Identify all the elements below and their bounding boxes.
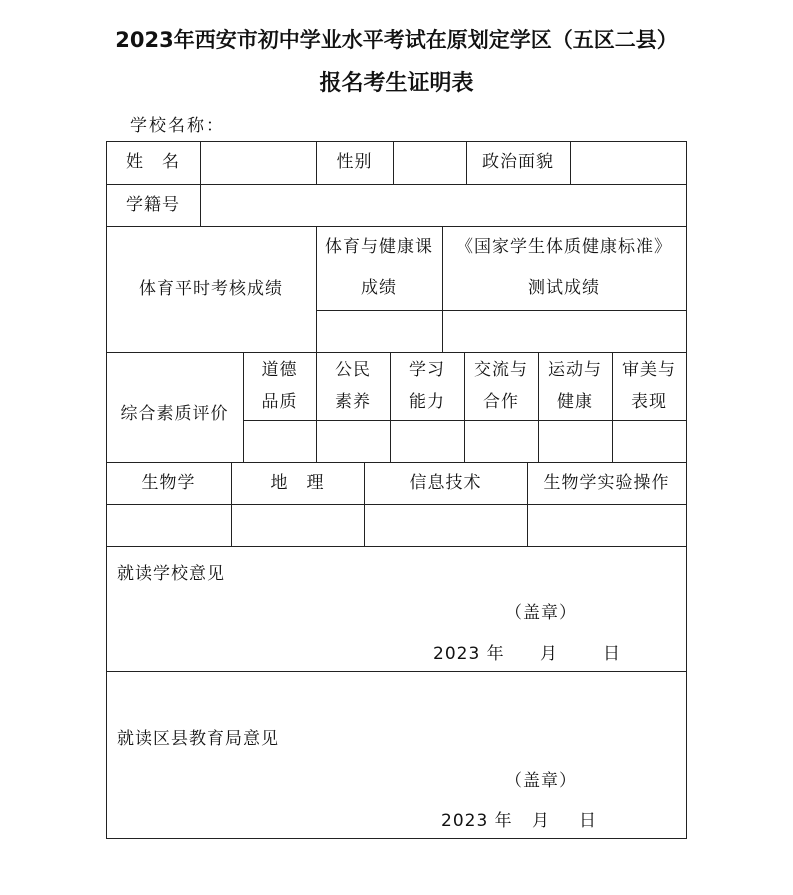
comprehensive-quality-label: 综合素质评价 [120,403,229,424]
national-standard-score-field[interactable] [443,311,685,352]
school-date-day: 日 [603,644,621,664]
district-date-day: 日 [579,811,597,831]
quality-item-label: 能力 [409,392,445,412]
quality-item-label: 道德 [261,359,298,380]
information-technology-label: 信息技术 [409,472,482,493]
student-id-label: 学籍号 [126,194,180,215]
pe-health-course-score-field[interactable] [317,311,441,352]
gender-label: 性别 [336,152,373,173]
pe-health-course-label-line1: 体育与健康课 [325,237,433,258]
quality-item-label: 交流与 [474,359,528,380]
form-title-line-1: 2023年西安市初中学业水平考试在原划定学区（五区二县） [115,28,678,52]
gender-field[interactable] [394,142,465,184]
quality-item-label: 运动与 [548,359,602,380]
school-opinion-label: 就读学校意见 [117,564,225,584]
quality-item-label: 合作 [483,392,519,412]
name-field[interactable] [201,142,315,184]
district-opinion-section[interactable] [107,672,686,838]
biology-lab-label: 生物学实验操作 [543,472,670,493]
pe-health-course-label-line2: 成绩 [361,278,397,298]
district-opinion-label: 就读区县教育局意见 [117,729,279,749]
form-title-line-2: 报名考生证明表 [319,71,474,96]
quality-score-field[interactable] [317,421,389,462]
biology-score-field[interactable] [107,505,230,546]
geography-score-field[interactable] [232,505,363,546]
quality-score-field[interactable] [391,421,463,462]
quality-item-aesthetics [612,352,686,420]
political-status-label: 政治面貌 [482,152,554,173]
district-seal: （盖章） [505,771,577,791]
school-date-year: 2023 年 [433,644,505,664]
name-label: 姓 名 [126,152,180,173]
border-bottom [106,838,687,839]
quality-score-field[interactable] [465,421,537,462]
district-date-year: 2023 年 [441,811,513,831]
quality-item-label: 公民 [335,359,371,380]
student-id-field[interactable] [201,185,685,226]
national-standard-label-line2: 测试成绩 [528,278,600,298]
quality-item-sports [538,352,612,420]
school-date-month: 月 [540,644,558,664]
national-standard-label [442,226,686,310]
pe-regular-score-label: 体育平时考核成绩 [139,278,283,299]
political-status-field[interactable] [571,142,685,184]
biology-lab-score-field[interactable] [528,505,685,546]
national-standard-label-line1: 《国家学生体质健康标准》 [456,237,672,258]
quality-score-field[interactable] [539,421,611,462]
quality-item-label: 素养 [335,392,371,412]
information-technology-score-field[interactable] [365,505,526,546]
school-name-label: 学校名称： [130,116,225,136]
quality-item-civic [316,352,390,420]
quality-score-field[interactable] [613,421,685,462]
district-date-month: 月 [532,811,550,831]
geography-label: 地 理 [270,472,325,493]
border-right [686,141,687,839]
school-seal: （盖章） [505,603,577,623]
quality-item-label: 学习 [409,359,445,380]
quality-score-field[interactable] [244,421,315,462]
pe-health-course-label [316,226,442,310]
quality-item-label: 品质 [261,392,298,412]
quality-item-label: 健康 [557,392,593,412]
biology-label: 生物学 [141,472,196,493]
quality-item-communication [464,352,538,420]
quality-item-label: 表现 [631,392,667,412]
quality-item-moral [243,352,316,420]
quality-item-label: 审美与 [622,359,676,380]
quality-item-learning [390,352,464,420]
